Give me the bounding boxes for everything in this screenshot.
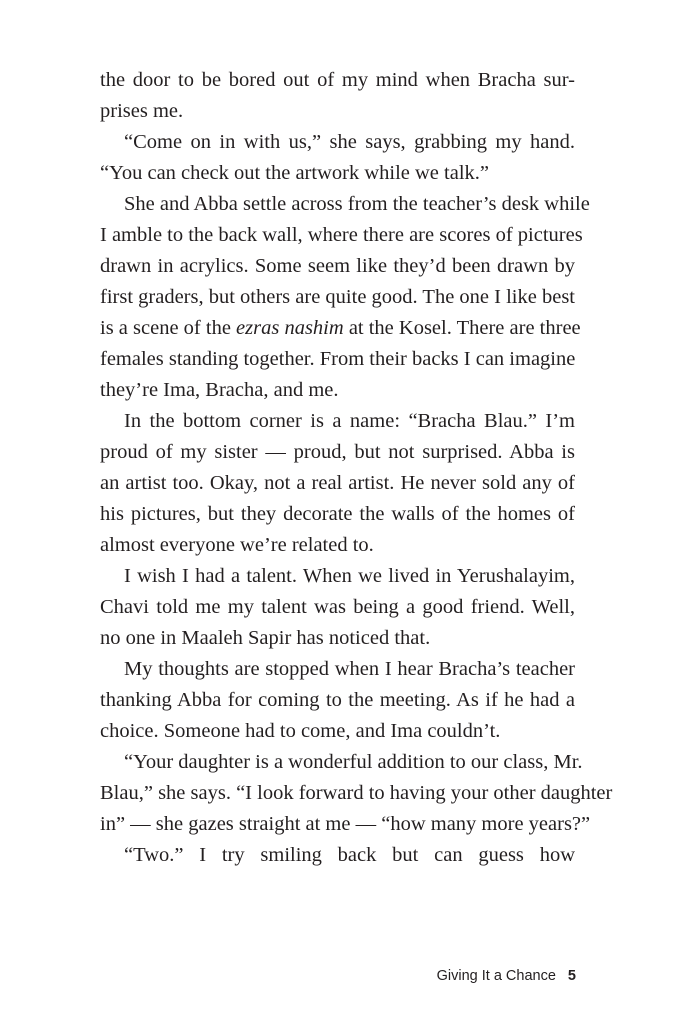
text-line: “Two.” I try smiling back but can guess how (124, 844, 575, 866)
text-line: I wish I had a talent. When we lived in Yerushalayim, (124, 565, 575, 587)
text-line: thanking Abba for coming to the meeting. As if he had a (100, 689, 575, 711)
paragraph (100, 840, 575, 871)
paragraph (100, 747, 613, 840)
text-line: proud of my sister — proud, but not surprised. Abba is (100, 441, 575, 463)
text-line: almost everyone we’re related to. (100, 534, 374, 556)
text-line: drawn in acrylics. Some seem like they’d been drawn by (100, 255, 575, 277)
running-title: Giving It a Chance (436, 968, 556, 984)
text-line: Chavi told me my talent was being a good friend. Well, (100, 596, 575, 618)
text-line: in” — she gazes straight at me — “how many more years?” (100, 813, 591, 835)
text-line: Blau,” she says. “I look forward to having your other daughter (100, 782, 613, 804)
text-line: females standing together. From their backs I can imagine (100, 348, 576, 370)
text-line: no one in Maaleh Sapir has noticed that. (100, 627, 431, 649)
text-line: the door to be bored out of my mind when Bracha sur- (100, 69, 575, 91)
italic-term: ezras nashim (236, 317, 344, 339)
text-line: “You can check out the artwork while we talk.” (100, 162, 489, 184)
paragraph (100, 654, 575, 747)
paragraph (100, 406, 575, 561)
paragraph (100, 127, 575, 189)
text-line: they’re Ima, Bracha, and me. (100, 379, 339, 401)
page-number: 5 (567, 968, 576, 984)
page-body (100, 65, 613, 871)
page-footer (0, 968, 576, 984)
text-line: first graders, but others are quite good. The one I like best (100, 286, 575, 308)
text-line: his pictures, but they decorate the walls of the homes of (100, 503, 575, 525)
paragraph (100, 189, 590, 406)
paragraph (100, 65, 575, 127)
text-line: She and Abba settle across from the teacher’s desk while (124, 193, 590, 215)
paragraph (100, 561, 575, 654)
text-line: prises me. (100, 100, 184, 122)
text-line: “Come on in with us,” she says, grabbing my hand. (124, 131, 575, 153)
text-line: “Your daughter is a wonderful addition to our class, Mr. (124, 751, 583, 773)
text-line: In the bottom corner is a name: “Bracha Blau.” I’m (124, 410, 575, 432)
text-line: I amble to the back wall, where there are scores of pictures (100, 224, 583, 246)
text-line: is a scene of the ezras nashim at the Kosel. There are three (100, 317, 581, 339)
text-line: choice. Someone had to come, and Ima couldn’t. (100, 720, 501, 742)
text-line: an artist too. Okay, not a real artist. He never sold any of (100, 472, 575, 494)
text-line: My thoughts are stopped when I hear Bracha’s teacher (124, 658, 575, 680)
